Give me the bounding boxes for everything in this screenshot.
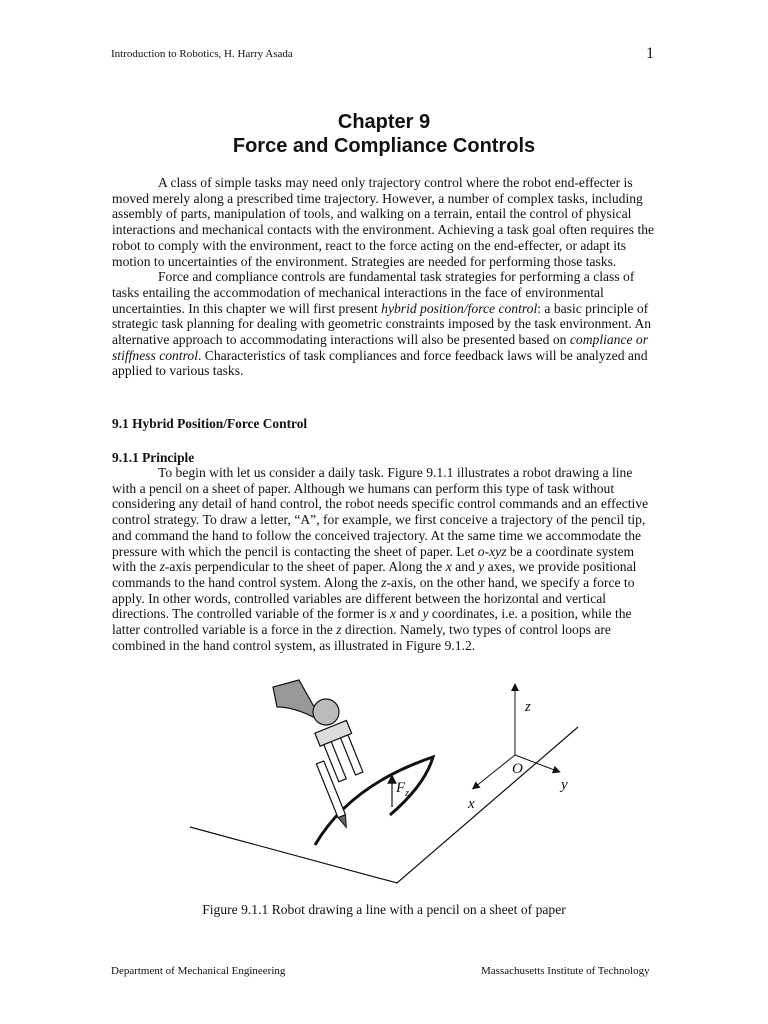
robot-drawing-figure	[185, 675, 605, 890]
chapter-label: Chapter 9	[337, 111, 431, 133]
intro-paragraph-2: Force and compliance controls are fundamental task strategies for performing a class of tasks entailing the accommodation of mechanical interactions in the face of environmental uncertainties. In this chapter we will first present hybrid position/force control: a basic principle of strategic task planning for dealing with geometric constraints imposed by the task environment. An alternative approach to accommodating interactions will also be presented based on compliance or stiffness control. Characteristics of task compliances and force feedback laws will be analyzed and applied to various tasks.	[112, 269, 652, 379]
running-header: Introduction to Robotics, H. Harry Asada	[111, 48, 293, 60]
term-hybrid-control: hybrid position/force control	[381, 300, 538, 316]
principle-paragraph: To begin with let us consider a daily task. Figure 9.1.1 illustrates a robot drawing a line with a pencil on a sheet of paper. Although we humans can perform this type of task without considering any detail of hand control, the robot needs specific control commands and an effective control strategy. To draw a letter, “A”, for example, we first conceive a trajectory of the pencil tip, and command the hand to follow the conceived trajectory. At the same time we accommodate the pressure with which the pencil is contacting the sheet of paper. Let o-xyz be a coordinate system with the z-axis perpendicular to the sheet of paper. Along the x and y axes, we provide positional commands to the hand control system. Along the z-axis, on the other hand, we specify a force to apply. In other words, controlled variables are different between the horizontal and vertical directions. The controlled variable of the former is x and y coordinates, i.e. a position, while the latter controlled variable is a force in the z direction. Namely, two types of control loops are combined in the hand control system, as illustrated in Figure 9.1.2.	[112, 465, 649, 653]
principle-text	[112, 465, 658, 653]
page-number: 1	[646, 45, 654, 62]
force-label: $F_z$	[396, 780, 410, 799]
section-heading: 9.1 Hybrid Position/Force Control	[112, 416, 308, 431]
intro-text	[112, 175, 658, 379]
footer-department: Department of Mechanical Engineering	[111, 965, 286, 977]
paper-sheet	[190, 727, 578, 883]
robot-wrist	[313, 699, 339, 725]
x-axis-label: x	[468, 796, 475, 812]
x-axis	[475, 755, 515, 787]
z-axis-label: z	[525, 699, 531, 715]
chapter-title	[0, 110, 768, 158]
origin-label: O	[512, 761, 523, 777]
y-axis-label: y	[561, 777, 568, 793]
subsection-heading: 9.1.1 Principle	[112, 450, 195, 465]
footer-institution: Massachusetts Institute of Technology	[481, 965, 650, 977]
term-compliance-control: compliance or stiffness control	[112, 332, 649, 363]
chapter-name: Force and Compliance Controls	[232, 135, 536, 157]
intro-paragraph-1: A class of simple tasks may need only trajectory control where the robot end-effecter is moved merely along a prescribed time trajectory. However, a number of complex tasks, including assembly of parts, manipulation of tools, and walking on a terrain, entail the control of physical interactions and mechanical contacts with the environment. Achieving a task goal often requires the robot to comply with the environment, react to the force acting on the end-effecter, or adapt its motion to uncertainties of the environment. Strategies are needed for performing those tasks.	[112, 175, 655, 269]
figure-caption: Figure 9.1.1 Robot drawing a line with a pencil on a sheet of paper	[202, 902, 566, 917]
